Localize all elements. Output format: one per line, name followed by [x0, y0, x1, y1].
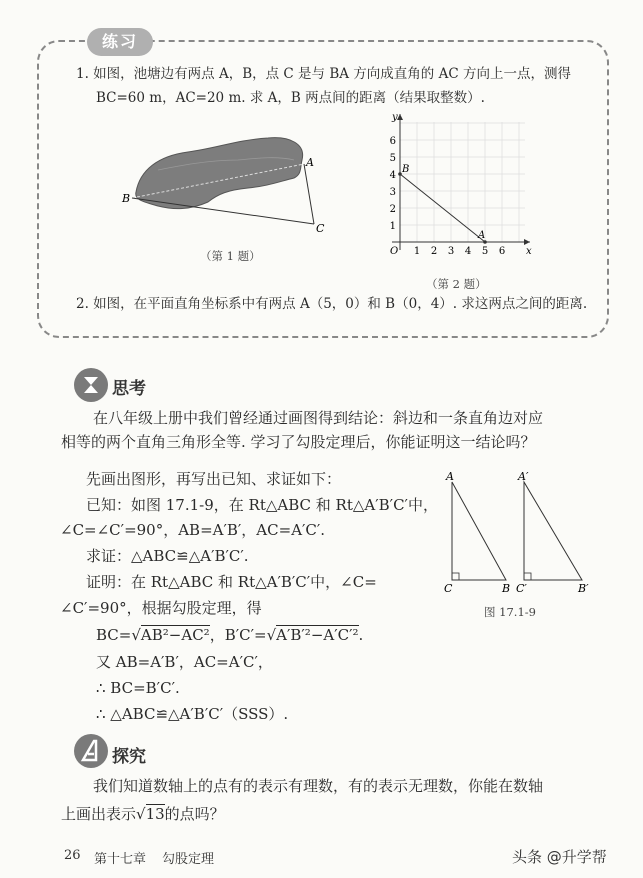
proof-l4: 求证：△ABC≌△A′B′C′. [86, 547, 249, 565]
label-a: A [446, 470, 454, 483]
proof-l3: ∠C=∠C′=90°，AB=A′B′，AC=A′C′. [60, 521, 326, 539]
exercise-tab: 练习 [87, 28, 153, 56]
label-c: C [444, 582, 453, 595]
label-a-prime: A′ [518, 470, 529, 483]
coordinate-figure [370, 108, 540, 268]
segment-ac [304, 164, 314, 224]
segment-bc [132, 198, 314, 224]
proof-l1: 先画出图形，再写出已知、求证如下： [86, 470, 342, 488]
label-b-prime: B′ [578, 582, 589, 595]
x-tick: 4 [464, 246, 472, 257]
fig-17-1-9-caption: 图 17.1-9 [484, 605, 536, 619]
label-b: B [502, 582, 511, 595]
think-icon [74, 368, 108, 402]
y-tick: 5 [389, 153, 396, 164]
x-tick: 1 [413, 246, 421, 257]
triangle-abc [452, 482, 506, 580]
proof-l6: ∠C′=90°，根据勾股定理，得 [60, 599, 262, 617]
x-tick: 3 [447, 246, 455, 257]
q1-line1: 1. 如图，池塘边有两点 A，B，点 C 是与 BA 方向成直角的 AC 方向上一点，测得 [76, 66, 571, 82]
page-number: 26 [64, 848, 81, 863]
y-axis-label: y [392, 112, 398, 123]
triangles-figure [436, 468, 606, 598]
label-a: A [306, 156, 314, 169]
point-b-label: B [402, 164, 410, 175]
label-c-prime: C′ [516, 582, 527, 595]
proof-l10: ∴ △ABC≌△A′B′C′（SSS）. [96, 705, 289, 723]
x-tick: 6 [498, 246, 506, 257]
fig1-caption: （第 1 题） [200, 249, 261, 263]
point-a-label: A [478, 230, 486, 241]
label-c: C [316, 222, 325, 235]
chapter-label: 第十七章 [94, 852, 147, 867]
y-tick: 4 [389, 170, 396, 181]
proof-l5: 证明：在 Rt△ABC 和 Rt△A′B′C′中，∠C= [86, 573, 377, 591]
sqrt-ab-ac: AB²−AC² [140, 626, 210, 644]
x-tick: 2 [430, 246, 438, 257]
think-line2: 相等的两个直角三角形全等. 学习了勾股定理后，你能证明这一结论吗？ [61, 433, 536, 451]
x-tick: 5 [481, 246, 489, 257]
y-tick: 2 [389, 204, 396, 215]
watermark: 头条 @升学帮 [512, 848, 607, 866]
proof-l2: 已知：如图 17.1-9，在 Rt△ABC 和 Rt△A′B′C′中， [86, 496, 438, 514]
x-axis-label: x [526, 246, 532, 257]
pond-figure [118, 130, 338, 240]
q2-text: 2. 如图，在平面直角坐标系中有两点 A（5，0）和 B（0，4）. 求这两点之间的距离. [76, 296, 588, 312]
proof-l7: BC=√AB²−AC²，B′C′=√A′B′²−A′C′². [96, 626, 364, 644]
q1-line2: BC=60 m，AC=20 m. 求 A，B 两点间的距离（结果取整数）. [96, 90, 485, 106]
explore-title: 探究 [112, 747, 146, 767]
pond-shape [136, 138, 303, 209]
y-tick: 6 [389, 136, 396, 147]
think-line1: 在八年级上册中我们曾经通过画图得到结论：斜边和一条直角边对应 [93, 409, 544, 427]
y-tick: 3 [389, 187, 396, 198]
sqrt-ab2-ac2: A′B′²−A′C′² [276, 626, 359, 644]
think-title: 思考 [112, 379, 146, 399]
sqrt-13: 13 [145, 805, 165, 823]
proof-l8: 又 AB=A′B′，AC=A′C′， [96, 653, 273, 671]
fig2-caption: （第 2 题） [426, 277, 487, 291]
explore-line1: 我们知道数轴上的点有的表示有理数，有的表示无理数，你能在数轴 [93, 777, 544, 795]
explore-icon [74, 734, 108, 768]
y-tick: 1 [389, 221, 396, 232]
triangle-a2b2c2 [524, 482, 582, 580]
origin-label: O [390, 246, 399, 257]
label-b: B [122, 192, 131, 205]
proof-l9: ∴ BC=B′C′. [96, 679, 180, 697]
explore-line2: 上画出表示√13的点吗？ [61, 805, 225, 823]
chapter-title: 勾股定理 [162, 852, 215, 867]
